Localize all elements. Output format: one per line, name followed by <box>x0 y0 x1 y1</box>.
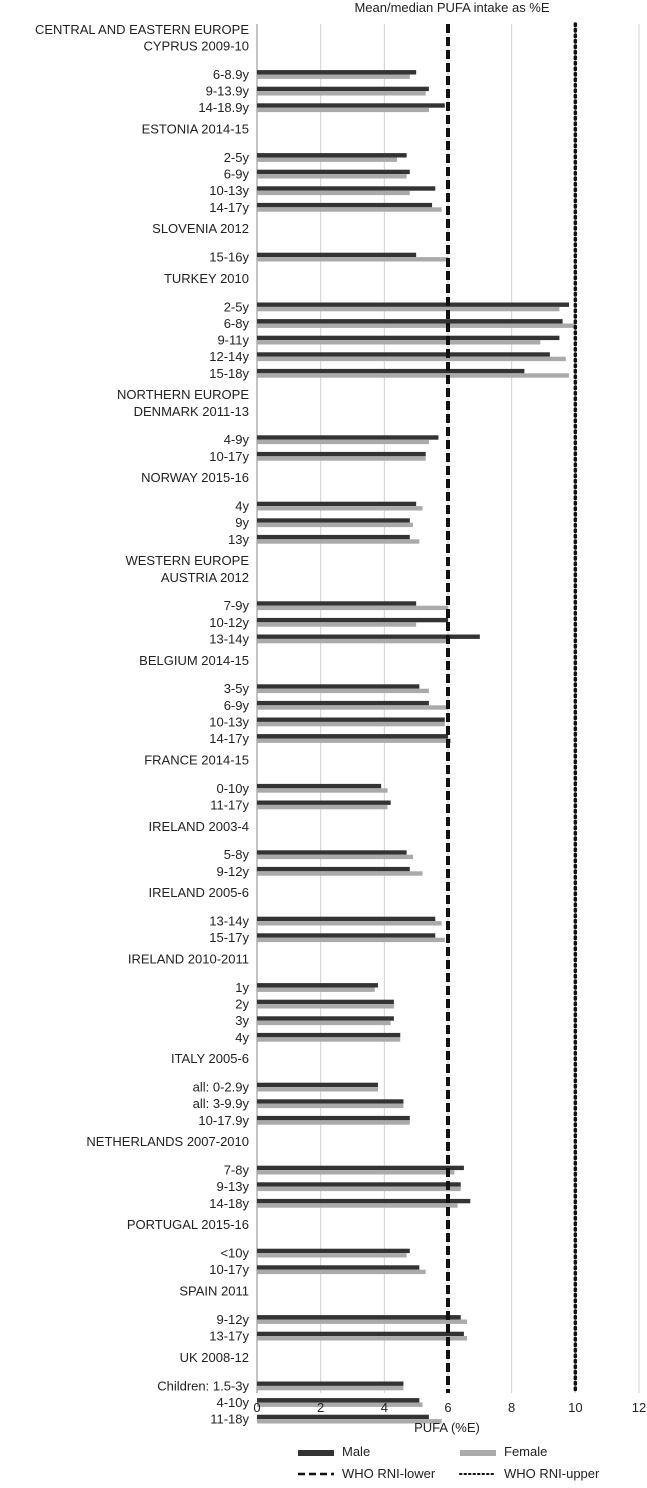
group-header: SPAIN 2011 <box>179 1283 249 1299</box>
bar-male <box>257 1016 394 1020</box>
category-label: 6-9y <box>223 697 249 713</box>
category-label: 2y <box>235 996 249 1012</box>
bar-female <box>257 739 451 743</box>
category-label: 15-16y <box>209 249 249 265</box>
category-label: 9-13y <box>216 1179 249 1195</box>
category-label: 1y <box>235 980 249 995</box>
bar-male <box>257 170 410 174</box>
x-tick-label: 10 <box>568 1400 583 1415</box>
bar-male <box>257 70 416 74</box>
bar-male <box>257 1000 394 1004</box>
group-header: ESTONIA 2014-15 <box>141 121 249 137</box>
bar-female <box>257 788 388 792</box>
category-label: 3y <box>235 1013 249 1029</box>
x-tick-label: 8 <box>508 1400 516 1415</box>
bar-male <box>257 917 435 921</box>
bar-female <box>257 257 448 261</box>
bar-male <box>257 933 435 937</box>
chart-title: Mean/median PUFA intake as %E <box>354 0 550 15</box>
category-label: 13-17y <box>209 1328 249 1344</box>
bar-female <box>257 506 423 510</box>
bar-female <box>257 440 429 444</box>
bar-female <box>257 91 426 95</box>
bar-female <box>257 539 419 543</box>
bar-male <box>257 253 416 257</box>
category-label: 15-18y <box>209 365 249 381</box>
group-header: AUSTRIA 2012 <box>160 569 249 585</box>
category-label: 10-17y <box>209 448 249 464</box>
bar-female <box>257 1104 403 1108</box>
category-label: 10-12y <box>209 614 249 630</box>
category-label: all: 3-9.9y <box>192 1096 249 1112</box>
bar-male <box>257 983 378 987</box>
bar-female <box>257 307 559 311</box>
bar-male <box>257 319 563 323</box>
category-label: 13-14y <box>209 631 249 647</box>
bar-female <box>257 191 410 195</box>
bar-female <box>257 988 375 992</box>
category-label: 10-17y <box>209 1262 249 1278</box>
category-label: 9-12y <box>216 1312 249 1327</box>
category-label: Children: 1.5-3y <box>157 1378 249 1394</box>
bar-female <box>257 1170 454 1174</box>
bar-female <box>257 622 416 626</box>
bar-female <box>257 1037 400 1041</box>
bar-male <box>257 1382 403 1386</box>
category-label: 9-13.9y <box>205 83 249 99</box>
category-label: 10-13y <box>209 714 249 730</box>
bar-female <box>257 1336 467 1340</box>
group-header: BELGIUM 2014-15 <box>139 652 249 668</box>
x-tick-label: 6 <box>444 1400 452 1415</box>
category-label: 15-17y <box>209 930 249 946</box>
legend-rni-lower-label: WHO RNI-lower <box>342 1466 436 1481</box>
x-tick-label: 4 <box>380 1400 388 1415</box>
group-header: IRELAND 2005-6 <box>148 885 249 901</box>
category-label: 6-9y <box>223 166 249 182</box>
category-label: 4-9y <box>223 432 249 448</box>
bar-female <box>257 722 445 726</box>
bar-female <box>257 938 445 942</box>
category-label: 14-17y <box>209 731 249 746</box>
bar-female <box>257 855 413 859</box>
bar-male <box>257 369 524 373</box>
bar-male <box>257 618 448 622</box>
bar-female <box>257 1004 394 1008</box>
bar-male <box>257 186 435 190</box>
bar-female <box>257 871 423 875</box>
bar-female <box>257 689 429 693</box>
bar-female <box>257 1270 426 1274</box>
group-header: IRELAND 2003-4 <box>148 818 249 834</box>
bar-male <box>257 352 550 356</box>
group-header: ITALY 2005-6 <box>170 1051 249 1067</box>
category-label: <10y <box>220 1245 249 1261</box>
bar-male <box>257 867 410 871</box>
group-header: IRELAND 2010-2011 <box>127 951 249 967</box>
category-label: 6-8y <box>223 316 249 331</box>
category-label: 11-17y <box>210 797 249 813</box>
legend-male-swatch <box>298 1450 334 1456</box>
category-label: 13y <box>228 531 249 547</box>
group-header: WESTERN EUROPE <box>125 553 249 569</box>
group-header: SLOVENIA 2012 <box>152 221 249 237</box>
bar-male <box>257 701 429 705</box>
category-label: 3-5y <box>223 681 249 697</box>
bar-male <box>257 734 448 738</box>
x-tick-label: 2 <box>317 1400 325 1415</box>
group-header: CENTRAL AND EASTERN EUROPE <box>34 22 249 37</box>
bar-male <box>257 1166 464 1170</box>
bar-female <box>257 1087 378 1091</box>
bar-female <box>257 158 397 162</box>
category-label: 11-18y <box>210 1411 249 1427</box>
bar-male <box>257 502 416 506</box>
group-header: NORTHERN EUROPE <box>117 387 249 403</box>
bar-female <box>257 1203 458 1207</box>
bar-male <box>257 203 432 207</box>
bar-female <box>257 805 388 809</box>
bar-female <box>257 1403 423 1407</box>
category-label: 5-8y <box>223 847 249 863</box>
category-label: 4y <box>235 1029 249 1045</box>
bars <box>257 70 575 1423</box>
bar-female <box>257 1386 403 1390</box>
bar-female <box>257 174 407 178</box>
legend <box>298 1444 600 1481</box>
bar-female <box>257 705 448 709</box>
bar-female <box>257 207 442 211</box>
bar-male <box>257 801 391 805</box>
bar-male <box>257 303 569 307</box>
legend-rni-upper-label: WHO RNI-upper <box>504 1466 600 1481</box>
category-label: 4-10y <box>216 1395 249 1410</box>
x-tick-label: 0 <box>253 1400 261 1415</box>
category-label: 2-5y <box>223 150 249 165</box>
group-header: NORWAY 2015-16 <box>141 470 249 486</box>
group-header: TURKEY 2010 <box>163 271 249 286</box>
group-header: FRANCE 2014-15 <box>144 752 249 768</box>
category-label: 7-9y <box>223 598 249 614</box>
category-label: 9-12y <box>216 863 249 879</box>
category-label: 12-14y <box>209 349 249 365</box>
bar-male <box>257 850 407 854</box>
category-label: 13-14y <box>209 913 249 929</box>
group-header: PORTUGAL 2015-16 <box>126 1217 249 1233</box>
category-label: 10-13y <box>209 183 249 199</box>
category-label: 9-11y <box>217 332 249 348</box>
category-label: all: 0-2.9y <box>192 1079 249 1095</box>
bar-male <box>257 718 445 722</box>
category-labels <box>35 22 250 1427</box>
bar-male <box>257 435 438 439</box>
category-label: 9y <box>235 515 249 531</box>
bar-male <box>257 153 407 157</box>
bar-female <box>257 1187 461 1191</box>
bar-female <box>257 357 566 361</box>
bar-male <box>257 336 559 340</box>
group-header: NETHERLANDS 2007-2010 <box>86 1134 249 1150</box>
bar-male <box>257 518 410 522</box>
bar-female <box>257 340 540 344</box>
bar-male <box>257 1083 378 1087</box>
bar-male <box>257 1182 461 1186</box>
bar-male <box>257 1265 419 1269</box>
bar-female <box>257 75 410 79</box>
bar-male <box>257 1199 470 1203</box>
bar-female <box>257 606 448 610</box>
bar-male <box>257 1415 429 1419</box>
category-label: 7-8y <box>223 1162 249 1178</box>
bar-female <box>257 1120 410 1124</box>
bar-male <box>257 1099 403 1103</box>
bar-female <box>257 1021 391 1025</box>
legend-male-label: Male <box>342 1444 371 1459</box>
bar-male <box>257 601 416 605</box>
x-tick-label: 12 <box>631 1400 647 1415</box>
bar-male <box>257 452 426 456</box>
bar-male <box>257 1332 464 1336</box>
bar-male <box>257 684 419 688</box>
legend-female-label: Female <box>504 1444 548 1459</box>
bar-female <box>257 324 575 328</box>
bar-female <box>257 1320 467 1324</box>
category-label: 4y <box>235 498 249 514</box>
category-label: 10-17.9y <box>198 1112 249 1128</box>
legend-female-swatch <box>460 1450 496 1456</box>
bar-female <box>257 639 448 643</box>
bar-female <box>257 921 442 925</box>
category-label: 14-18y <box>209 1195 249 1211</box>
category-label: 0-10y <box>216 780 249 796</box>
bar-female <box>257 523 413 527</box>
group-header: UK 2008-12 <box>179 1350 249 1365</box>
category-label: 2-5y <box>223 299 249 315</box>
bar-male <box>257 1315 461 1319</box>
bar-female <box>257 1253 407 1257</box>
category-label: 14-17y <box>209 199 249 215</box>
bar-female <box>257 456 426 460</box>
x-axis-label: PUFA (%E) <box>414 1420 480 1435</box>
group-header: DENMARK 2011-13 <box>133 403 249 419</box>
bar-male <box>257 1398 419 1402</box>
bar-male <box>257 1116 410 1120</box>
bar-female <box>257 373 569 377</box>
bar-male <box>257 784 381 788</box>
bar-male <box>257 103 445 107</box>
bar-male <box>257 87 429 91</box>
bar-male <box>257 535 410 539</box>
bar-female <box>257 108 429 112</box>
category-label: 14-18.9y <box>198 100 249 116</box>
category-label: 6-8.9y <box>212 67 249 82</box>
bar-male <box>257 1033 400 1037</box>
group-header: CYPRUS 2009-10 <box>143 38 249 54</box>
bar-male <box>257 1249 410 1253</box>
